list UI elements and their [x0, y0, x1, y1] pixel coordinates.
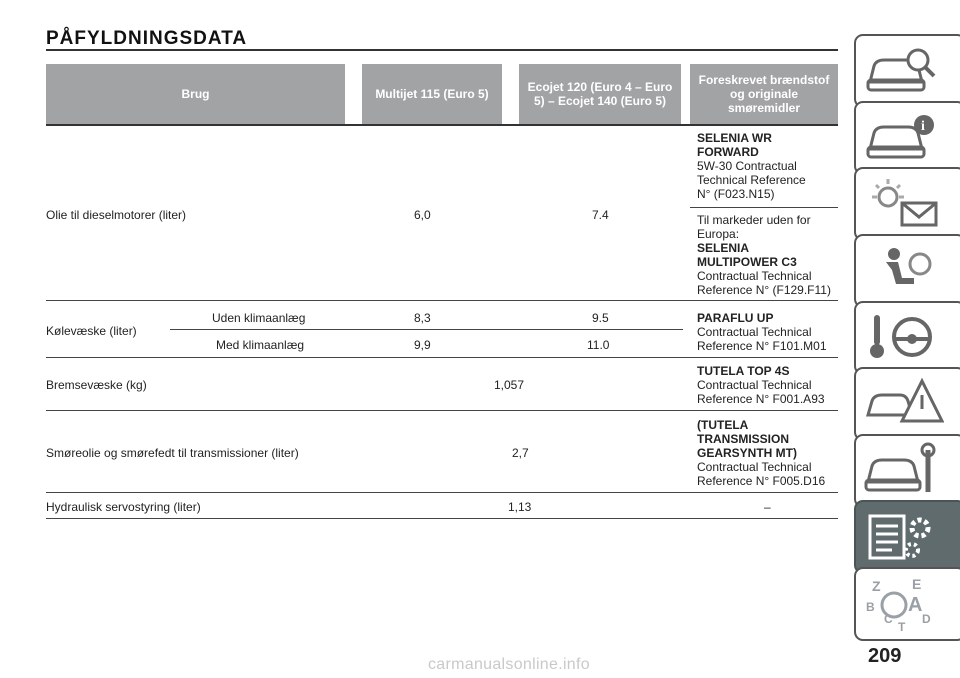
- svg-text:D: D: [922, 612, 931, 626]
- row-divider: [46, 410, 838, 411]
- oil-spec1-name: FORWARD: [697, 145, 759, 159]
- chapter-tab-car-search[interactable]: [854, 34, 960, 108]
- oil-spec2-intro: Til markeder uden for: [697, 213, 811, 227]
- coolant-sub1-multijet: 8,3: [414, 311, 431, 325]
- oil-spec1-text: N° (F023.N15): [697, 187, 775, 201]
- chapter-tab-technical-data[interactable]: [854, 500, 960, 574]
- chapter-tab-maintenance[interactable]: [854, 434, 960, 508]
- header-prescribed-line: Foreskrevet brændstof: [698, 73, 830, 87]
- oil-spec2-intro: Europa:: [697, 227, 740, 241]
- brake-spec-text: Contractual Technical: [697, 378, 812, 392]
- airbag-person-icon: [864, 242, 944, 300]
- chapter-tab-emergency[interactable]: [854, 367, 960, 441]
- brake-value: 1,057: [494, 378, 525, 392]
- header-prescribed: [690, 64, 838, 124]
- oil-spec1-name: SELENIA WR: [697, 131, 772, 145]
- svg-text:T: T: [898, 620, 906, 633]
- gear-spec-text: Reference N° F005.D16: [697, 474, 826, 488]
- oil-spec2-text: Contractual Technical: [697, 269, 812, 283]
- steering-spec: –: [764, 500, 771, 514]
- svg-text:E: E: [912, 576, 922, 592]
- oil-label: Olie til dieselmotorer (liter): [46, 208, 187, 222]
- row-divider: [46, 492, 838, 493]
- watermark-url: carmanualsonline.info: [428, 656, 590, 673]
- header-prescribed-line: og originale: [729, 87, 798, 101]
- car-tools-icon: [864, 442, 944, 500]
- oil-spec2-name: SELENIA: [697, 241, 750, 255]
- coolant-sub2-ecojet: 11.0: [587, 338, 610, 352]
- coolant-spec-text: Reference N° F101.M01: [697, 339, 827, 353]
- svg-text:C: C: [884, 612, 893, 626]
- coolant-spec-name: PARAFLU UP: [697, 311, 774, 325]
- header-ecojet-line: 5) – Ecojet 140 (Euro 5): [533, 94, 667, 108]
- coolant-label: Kølevæske (liter): [46, 324, 137, 338]
- svg-text:B: B: [866, 600, 875, 614]
- gear-spec-name: TRANSMISSION: [697, 432, 790, 446]
- page-number: 209: [868, 645, 902, 667]
- row-divider: [46, 300, 838, 301]
- data-gear-icon: [864, 508, 944, 566]
- steering-label: Hydraulisk servostyring (liter): [46, 500, 201, 514]
- coolant-sub2-label: Med klimaanlæg: [216, 338, 305, 352]
- coolant-sub1-label: Uden klimaanlæg: [212, 311, 306, 325]
- brake-spec-name: TUTELA TOP 4S: [697, 364, 790, 378]
- chapter-tab-car-info[interactable]: [854, 101, 960, 175]
- gear-label: Smøreolie og smørefedt til transmissioner (liter): [46, 446, 299, 460]
- svg-text:Z: Z: [872, 578, 881, 594]
- chapter-tab-safety[interactable]: [854, 234, 960, 308]
- coolant-sub1-ecojet: 9.5: [592, 311, 609, 325]
- oil-ecojet-value: 7.4: [592, 208, 609, 222]
- brake-spec-text: Reference N° F001.A93: [697, 392, 825, 406]
- chapter-tab-start-driving[interactable]: [854, 301, 960, 375]
- title-rule: [46, 49, 838, 51]
- brake-label: Bremsevæske (kg): [46, 378, 147, 392]
- oil-spec-divider: [690, 207, 838, 208]
- car-info-icon: [864, 109, 944, 167]
- chapter-tab-warning-lights[interactable]: [854, 167, 960, 241]
- coolant-spec-text: Contractual Technical: [697, 325, 812, 339]
- oil-spec2-text: Reference N° (F129.F11): [697, 283, 831, 297]
- row-divider: [46, 518, 838, 519]
- car-warning-icon: [864, 375, 944, 433]
- steering-value: 1,13: [508, 500, 532, 514]
- gear-spec-name: (TUTELA: [697, 418, 749, 432]
- svg-text:A: A: [908, 594, 923, 616]
- header-prescribed-line: smøremidler: [727, 101, 801, 115]
- oil-spec2-name: MULTIPOWER C3: [697, 255, 797, 269]
- gear-spec-text: Contractual Technical: [697, 460, 812, 474]
- oil-multijet-value: 6,0: [414, 208, 431, 222]
- gear-spec-name: GEARSYNTH MT): [697, 446, 797, 460]
- oil-spec1-text: Technical Reference: [697, 173, 806, 187]
- coolant-sub2-multijet: 9,9: [414, 338, 431, 352]
- warning-light-icon: [864, 175, 944, 233]
- row-divider: [46, 357, 838, 358]
- chapter-tab-index[interactable]: [854, 567, 960, 641]
- header-usage: Brug: [46, 64, 345, 124]
- oil-spec1-text: 5W-30 Contractual: [697, 159, 797, 173]
- header-rule: [46, 124, 838, 126]
- header-ecojet-line: Ecojet 120 (Euro 4 – Euro: [527, 80, 673, 94]
- alphabet-index-icon: [864, 575, 944, 633]
- header-ecojet: [519, 64, 681, 124]
- page-title: PÅFYLDNINGSDATA: [46, 28, 248, 49]
- svg-text:i: i: [921, 119, 925, 134]
- steering-wheel-key-icon: [864, 309, 944, 367]
- header-multijet: Multijet 115 (Euro 5): [362, 64, 502, 124]
- car-search-icon: [864, 42, 944, 100]
- gear-value: 2,7: [512, 446, 529, 460]
- coolant-sub-divider: [170, 329, 683, 330]
